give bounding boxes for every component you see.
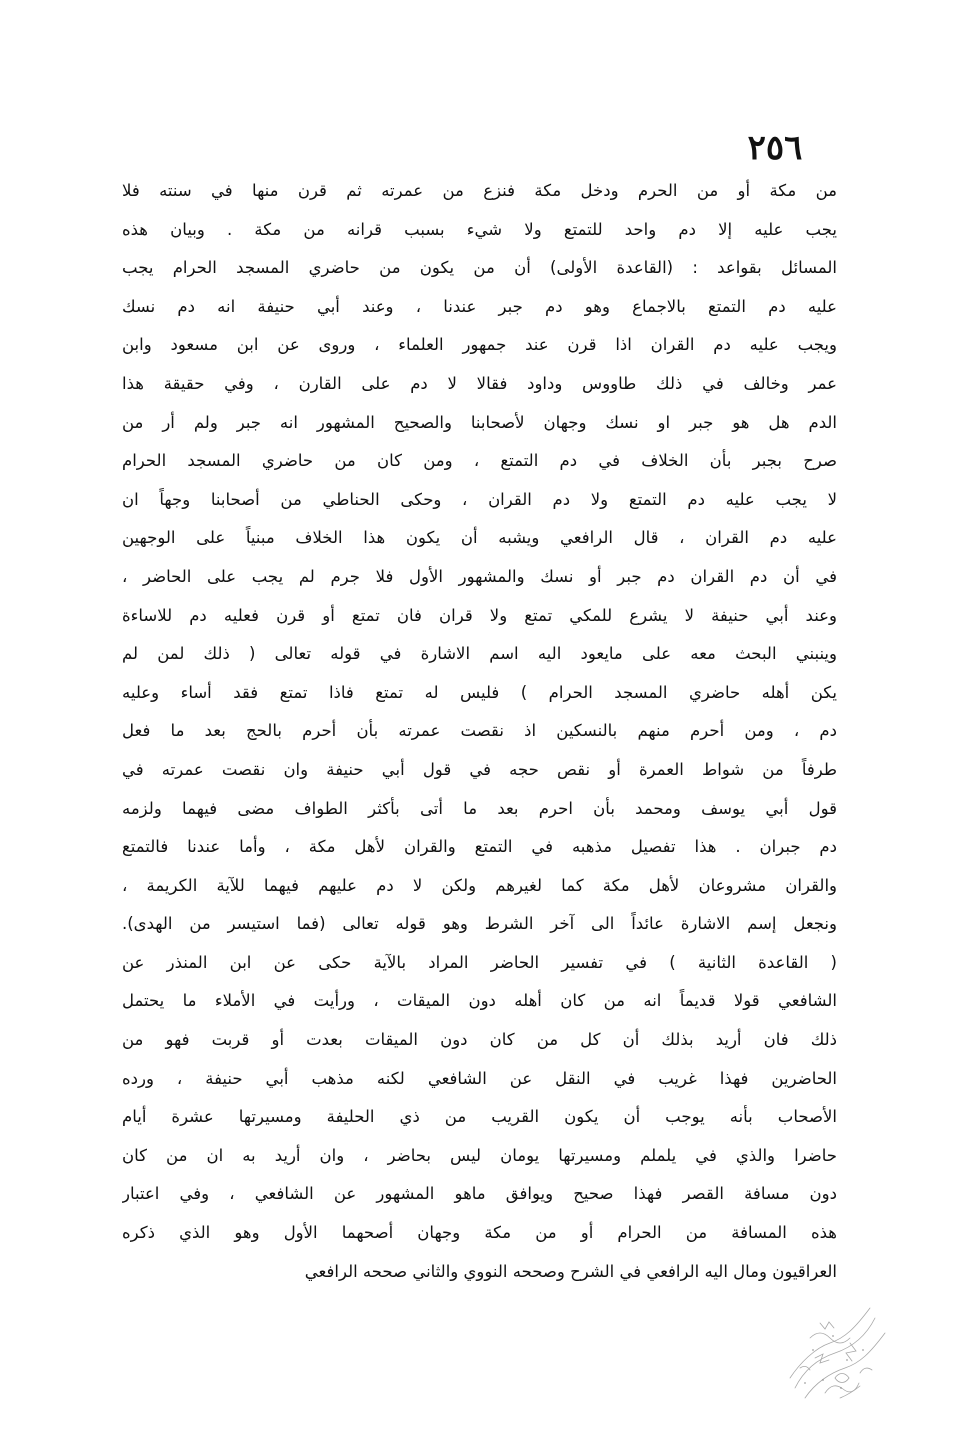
text-line: الحاضرين فهذا غريب في النقل عن الشافعي لكنه مذهب أبي حنيفة ، ورده: [122, 1068, 837, 1088]
text-line: الدم هل هو جبر او نسك وجهان لأصحابنا والصحيح المشهور انه جبر ولم أر من: [122, 412, 837, 432]
text-line: قول أبي يوسف ومحمد بأن احرم بعد ما أتى بأكثر الطواف مضى فيهما ولزمه: [122, 798, 837, 818]
text-line: يجب عليه إلا دم واحد للتمتع ولا شيء بسبب قرانه من مكة . وبيان هذه: [122, 219, 837, 239]
text-line: صرح بجبر بأن الخلاف في دم التمتع ، ومن كان من حاضري المسجد الحرام: [122, 451, 837, 471]
text-line: وعند أبي حنيفة لا يشرع للمكي تمتع ولا قران فان تمتع أو قرن فعليه دم للاساءة: [122, 605, 837, 625]
text-line: ( القاعدة الثانية ) في تفسير الحاضر المراد بالآية حكى عن ابن المنذر عن: [122, 952, 837, 972]
text-line: عمر وخالف في ذلك طاووس وداود فقالا لا دم على القارن ، وفي حقيقة هذا: [122, 373, 837, 393]
text-line: والقران مشروعان لأهل مكة كما لغيرهم ولكن لا دم عليهم فيهما للآية الكريمة ،: [122, 875, 837, 895]
text-line: عليه دم التمتع بالاجماع وهو دم جبر عندنا ، وعند أبي حنيفة انه دم نسك: [122, 296, 837, 316]
text-line: الأصحاب بأنه يوجب أن يكون القريب من ذي الحليفة ومسيرتها عشرة أيام: [122, 1107, 837, 1127]
text-line: طرفاً من شواط العمرة أو نقص حجه في قول أبي حنيفة وان نقصت عمرته في: [122, 759, 837, 779]
text-line: هذه المسافة من الحرام أو من مكة وجهان أصحهما الأول وهو الذي ذكره: [122, 1223, 837, 1243]
page-number: ٢٥٦: [747, 128, 803, 168]
text-line: لا يجب عليه دم التمتع ولا دم القران ، وحكى الحناطي من أصحابنا وجهاً ان: [122, 489, 837, 509]
text-line: يكن أهله حاضري المسجد الحرام ) فليس له تمتع فاذا تمتع فقد أساء وعليه: [122, 682, 837, 702]
text-line: ويجب عليه دم القران اذا قرن عند جمهور العلماء ، وروى عن ابن مسعود وابن: [122, 335, 837, 355]
body-text: [122, 172, 837, 1291]
text-line: حاضرا والذي في يلملم ومسيرتها يومان ليس بحاضر ، وان أريد به ان من كان: [122, 1145, 837, 1165]
text-line: في أن دم القران دم جبر أو نسك والمشهور الأول فلا جرم لم يجب على الحاضر ،: [122, 566, 837, 586]
text-line: عليه دم القران ، قال الرافعي ويشبه أن يكون هذا الخلاف مبنياً على الوجهين: [122, 528, 837, 548]
text-line: من مكة أو من الحرم ودخل مكة فنزع من عمرته ثم قرن منها في سنته فلا: [122, 181, 837, 200]
text-line: دم ، ومن أحرم منهم بالنسكين اذ نقصت عمرته بأن أحرم بالحج بعد ما فعل: [122, 721, 837, 741]
text-line: ذلك فان أريد بذلك أن كل من كان دون الميقات بعدت أو قربت فهو من: [122, 1030, 837, 1050]
text-line: دون مسافة القصر فهذا صحيح ويوافق ماهو المشهور عن الشافعي ، وفي اعتبار: [122, 1184, 837, 1204]
text-line: الشافعي قولا قديماً انه من كان أهله دون الميقات ، ورأيت في الأملاء ما يحتمل: [122, 991, 837, 1011]
text-line: العراقيون ومال اليه الرافعي في الشرح وصححه النووي والثاني صححه الرافعي: [304, 1261, 837, 1281]
library-stamp-icon: [775, 1298, 895, 1408]
text-line: المسائل بقواعد : (القاعدة الأولى) أن من يكون من حاضري المسجد الحرام يجب: [122, 258, 837, 278]
text-line: دم جبران . هذا تفصيل مذهبه في التمتع والقران لأهل مكة ، وأما عندنا فالتمتع: [122, 837, 837, 857]
text-line: ونجعل إسم الاشارة عائداً الى آخر الشرط وهو قوله تعالى (فما استيسر من الهدى).: [122, 914, 837, 934]
text-line: وينبني البحث معه على مايعود اليه اسم الاشارة في قوله تعالى ( ذلك لمن لم: [122, 644, 837, 664]
